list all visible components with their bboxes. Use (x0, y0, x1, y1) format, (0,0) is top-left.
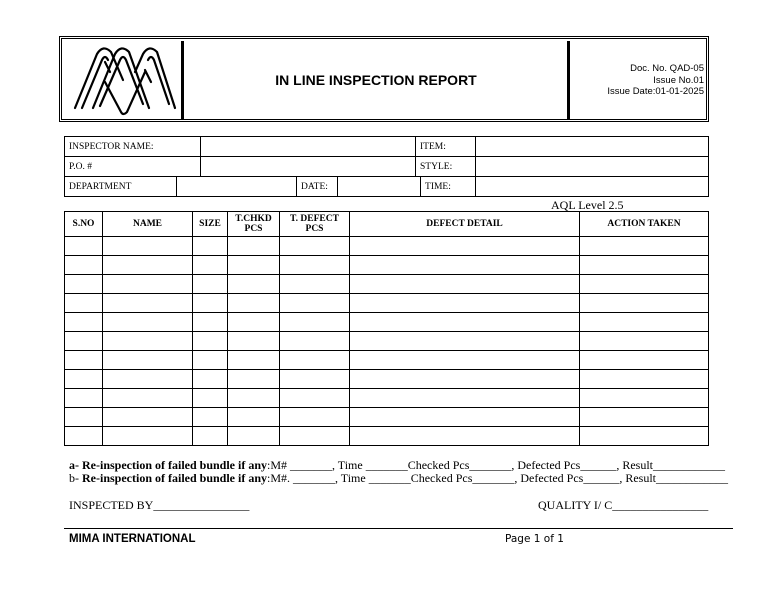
reinspection-a-label: Re-inspection of failed bundle if any (82, 458, 268, 472)
table-cell[interactable] (280, 332, 350, 351)
inspection-table (64, 211, 709, 446)
item-field[interactable] (476, 137, 709, 157)
department-label: DEPARTMENT (65, 177, 177, 197)
table-cell[interactable] (580, 294, 709, 313)
col-tdefect-line2: PCS (305, 224, 324, 234)
table-cell[interactable] (65, 351, 103, 370)
table-cell[interactable] (580, 389, 709, 408)
table-cell[interactable] (580, 351, 709, 370)
col-sno: S.NO (65, 212, 103, 237)
table-cell[interactable] (228, 332, 280, 351)
item-label: ITEM: (416, 137, 476, 157)
col-tdefect (280, 212, 350, 237)
header-divider (181, 41, 184, 119)
table-cell[interactable] (280, 237, 350, 256)
table-cell[interactable] (228, 408, 280, 427)
table-cell[interactable] (580, 408, 709, 427)
col-tdefect-line1: T. DEFECT (290, 214, 339, 224)
table-cell[interactable] (350, 313, 580, 332)
table-cell[interactable] (280, 313, 350, 332)
page-number: Page 1 of 1 (505, 533, 564, 545)
mima-logo-icon (65, 42, 181, 118)
time-label: TIME: (421, 177, 476, 197)
table-row (65, 237, 709, 256)
table-cell[interactable] (580, 370, 709, 389)
table-row (65, 294, 709, 313)
info-row (65, 157, 709, 177)
table-cell[interactable] (65, 389, 103, 408)
table-cell[interactable] (103, 351, 193, 370)
table-cell[interactable] (193, 294, 228, 313)
table-row (65, 313, 709, 332)
info-row (65, 177, 709, 197)
doc-number: Doc. No. QAD-05 (630, 63, 704, 74)
table-cell[interactable] (193, 370, 228, 389)
table-cell[interactable] (280, 389, 350, 408)
table-cell[interactable] (65, 408, 103, 427)
table-cell[interactable] (65, 256, 103, 275)
table-cell[interactable] (280, 256, 350, 275)
reinspection-b-fields[interactable]: :M#. _______, Time _______Checked Pcs_______, Defected Pcs______, Result____________ (267, 471, 728, 485)
table-cell[interactable] (193, 237, 228, 256)
table-cell[interactable] (103, 256, 193, 275)
company-name: MIMA INTERNATIONAL (69, 533, 196, 545)
issue-date: Issue Date:01-01-2025 (607, 86, 704, 97)
reinspection-b (69, 471, 728, 486)
table-row (65, 408, 709, 427)
po-label: P.O. # (65, 157, 201, 177)
table-cell[interactable] (228, 256, 280, 275)
table-cell[interactable] (65, 237, 103, 256)
col-size: SIZE (193, 212, 228, 237)
reinspection-b-label: Re-inspection of failed bundle if any (82, 471, 268, 485)
table-cell[interactable] (580, 256, 709, 275)
table-cell[interactable] (65, 370, 103, 389)
table-cell[interactable] (350, 351, 580, 370)
table-cell[interactable] (580, 332, 709, 351)
table-cell[interactable] (580, 275, 709, 294)
style-field[interactable] (476, 157, 709, 177)
table-cell[interactable] (280, 370, 350, 389)
aql-level: AQL Level 2.5 (551, 198, 624, 212)
table-cell[interactable] (228, 313, 280, 332)
table-cell[interactable] (350, 237, 580, 256)
table-cell[interactable] (350, 275, 580, 294)
table-body (65, 237, 709, 446)
table-cell[interactable] (193, 427, 228, 446)
time-field[interactable] (476, 177, 709, 197)
table-cell[interactable] (228, 389, 280, 408)
table-cell[interactable] (228, 275, 280, 294)
table-row (65, 351, 709, 370)
table-cell[interactable] (65, 313, 103, 332)
table-cell[interactable] (350, 256, 580, 275)
table-cell[interactable] (193, 351, 228, 370)
table-cell[interactable] (193, 332, 228, 351)
table-cell[interactable] (103, 427, 193, 446)
header-divider (567, 41, 570, 119)
table-cell[interactable] (280, 275, 350, 294)
table-row (65, 275, 709, 294)
info-table (64, 136, 709, 197)
table-cell[interactable] (228, 427, 280, 446)
report-title: IN LINE INSPECTION REPORT (275, 72, 477, 88)
table-cell[interactable] (103, 237, 193, 256)
table-cell[interactable] (350, 389, 580, 408)
table-cell[interactable] (65, 427, 103, 446)
table-cell[interactable] (103, 332, 193, 351)
table-cell[interactable] (350, 427, 580, 446)
col-tchkd-line2: PCS (244, 224, 263, 234)
table-cell[interactable] (350, 294, 580, 313)
table-cell[interactable] (103, 275, 193, 294)
reinspection-a-prefix: a- (69, 458, 82, 472)
table-cell[interactable] (103, 294, 193, 313)
table-cell[interactable] (228, 351, 280, 370)
quality-ic-field[interactable]: QUALITY I/ C________________ (538, 498, 709, 512)
table-row (65, 389, 709, 408)
issue-number: Issue No.01 (653, 74, 704, 86)
table-cell[interactable] (280, 351, 350, 370)
info-row (65, 137, 709, 157)
date-label: DATE: (297, 177, 338, 197)
style-label: STYLE: (416, 157, 476, 177)
table-cell[interactable] (65, 294, 103, 313)
po-field[interactable] (201, 157, 416, 177)
table-cell[interactable] (580, 427, 709, 446)
table-cell[interactable] (193, 256, 228, 275)
table-cell[interactable] (193, 408, 228, 427)
table-cell[interactable] (280, 408, 350, 427)
table-cell[interactable] (580, 313, 709, 332)
table-cell[interactable] (65, 275, 103, 294)
table-cell[interactable] (103, 313, 193, 332)
table-cell[interactable] (65, 332, 103, 351)
col-tchkd-line1: T.CHKD (235, 214, 272, 224)
date-field[interactable] (338, 177, 421, 197)
table-cell[interactable] (580, 237, 709, 256)
table-cell[interactable] (103, 389, 193, 408)
table-cell[interactable] (228, 370, 280, 389)
col-tchkd (228, 212, 280, 237)
table-row (65, 427, 709, 446)
inspected-by-field[interactable]: INSPECTED BY________________ (69, 498, 250, 512)
reinspection-a-fields[interactable]: :M# _______, Time _______Checked Pcs_______, Defected Pcs______, Result____________ (267, 458, 725, 472)
table-cell[interactable] (193, 389, 228, 408)
document-info (571, 41, 704, 119)
col-defect-detail: DEFECT DETAIL (350, 212, 580, 237)
department-field[interactable] (177, 177, 297, 197)
table-cell[interactable] (193, 313, 228, 332)
table-cell[interactable] (103, 408, 193, 427)
footer-divider (64, 528, 733, 529)
inspector-name-label: INSPECTOR NAME: (65, 137, 201, 157)
document-header (59, 36, 709, 122)
table-cell[interactable] (350, 332, 580, 351)
table-cell[interactable] (228, 294, 280, 313)
table-header-row (65, 212, 709, 237)
col-name: NAME (103, 212, 193, 237)
table-row (65, 370, 709, 389)
table-cell[interactable] (103, 370, 193, 389)
table-cell[interactable] (280, 294, 350, 313)
inspector-name-field[interactable] (201, 137, 416, 157)
table-row (65, 332, 709, 351)
table-cell[interactable] (280, 427, 350, 446)
table-cell[interactable] (228, 237, 280, 256)
table-row (65, 256, 709, 275)
table-cell[interactable] (350, 408, 580, 427)
table-cell[interactable] (193, 275, 228, 294)
reinspection-b-prefix: b- (69, 471, 82, 485)
col-action-taken: ACTION TAKEN (580, 212, 709, 237)
table-cell[interactable] (350, 370, 580, 389)
